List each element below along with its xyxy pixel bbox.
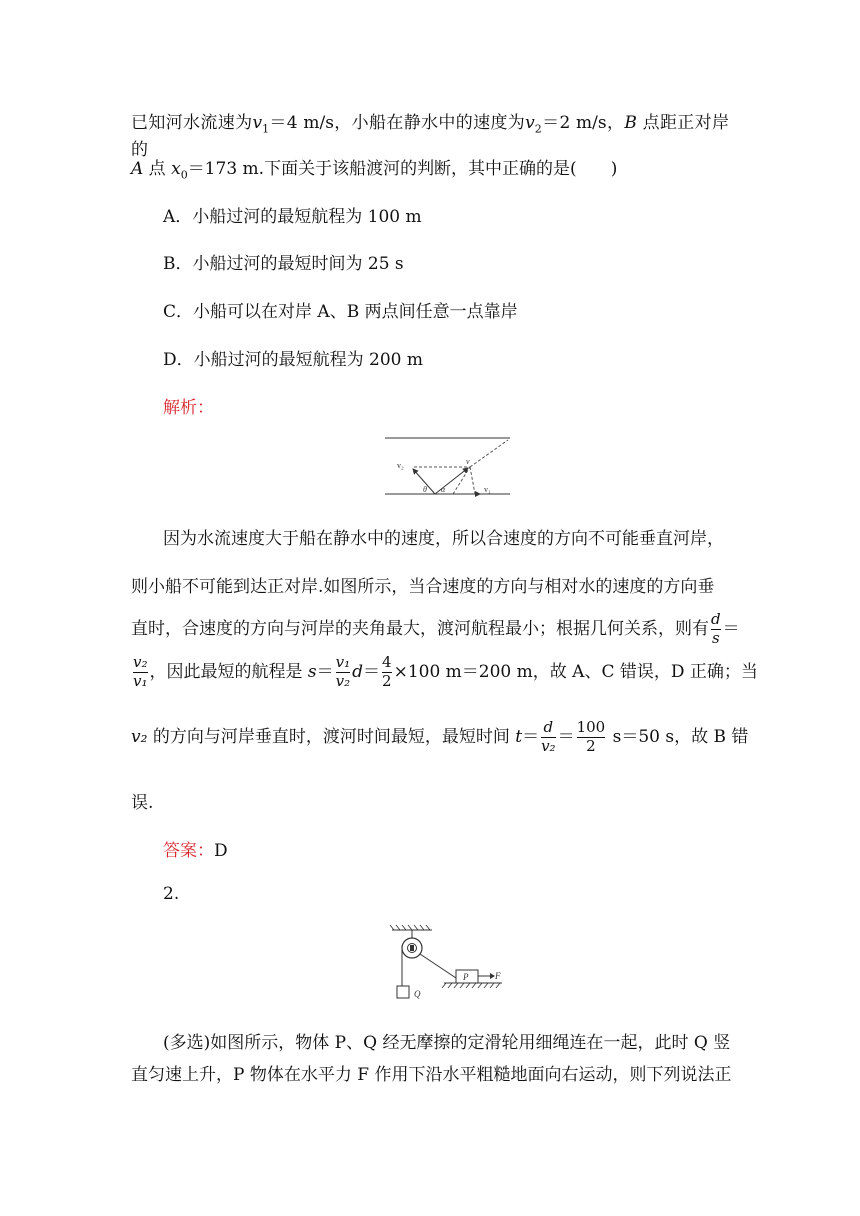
question-2-line-2: 直匀速上升，P 物体在水平力 F 作用下沿水平粗糙地面向右运动，则下列说法正 (131, 1065, 732, 1085)
text-segment: ＝ (522, 726, 540, 747)
v2-symbol: v (525, 113, 535, 133)
subscript: 0 (180, 168, 188, 182)
option-c: C．小船可以在对岸 A、B 两点间任意一点靠岸 (163, 302, 518, 322)
text-segment: ＝ (363, 661, 381, 682)
text-segment: 的方向与河岸垂直时，渡河时间最短，最短时间 (147, 726, 516, 747)
subscript: 2 (534, 122, 542, 136)
fraction-numerator: v₁ (335, 653, 351, 671)
fraction-d-over-s (711, 612, 721, 647)
answer-label: 答案： (163, 841, 214, 861)
solution-line-6: 误. (131, 793, 154, 813)
fraction-4-over-2 (382, 655, 392, 690)
fraction-denominator: 2 (382, 671, 392, 690)
option-b: B．小船过河的最短时间为 25 s (163, 254, 404, 274)
pulley-axle (410, 945, 414, 951)
fraction-numerator: d (543, 718, 554, 736)
d-symbol: d (352, 661, 364, 682)
f-label: F (495, 971, 501, 981)
dashed-diagonal (453, 467, 470, 494)
text-segment: ＝2 m/s， (541, 113, 625, 133)
fraction-v1-over-v2 (336, 655, 351, 690)
x0-symbol: x (171, 159, 181, 179)
text-segment: ＝ (722, 618, 740, 639)
v1-symbol: v (252, 113, 263, 133)
ground-hatch (442, 983, 500, 988)
ceiling-hatch (390, 925, 430, 930)
fraction-numerator: 100 (576, 718, 606, 736)
dashed-vertical (470, 467, 475, 494)
text-segment: ＝ (316, 661, 334, 682)
text-segment: ×100 m＝200 m，故 A、C 错误，D 正确；当 (393, 661, 758, 682)
fraction-100-over-2 (577, 720, 606, 755)
fraction-denominator: v₁ (133, 671, 148, 690)
solution-label: 解析： (163, 398, 214, 418)
text-segment: 点 (143, 159, 172, 179)
alpha-label: α (441, 485, 446, 494)
solution-line-1: 因为水流速度大于船在静水中的速度，所以合速度的方向不可能垂直河岸， (163, 529, 724, 549)
fraction-denominator: s (711, 628, 720, 647)
v1-label: v₁ (484, 485, 491, 494)
question-2-line-1: (多选)如图所示，物体 P、Q 经无摩擦的定滑轮用细绳连在一起，此时 Q 竖 (163, 1033, 731, 1053)
q-label: Q (414, 989, 421, 999)
rope-to-p (420, 954, 456, 978)
text-segment: s＝50 s，故 B 错 (607, 726, 749, 747)
text-segment: ，因此最短的航程是 (149, 661, 308, 682)
p-label: P (463, 972, 469, 982)
solution-line-2: 则小船不可能到达正对岸.如图所示，当合速度的方向与相对水的速度的方向垂 (131, 577, 715, 597)
answer-line (163, 836, 228, 861)
text-segment: 已知河水流速为 (131, 113, 253, 133)
v-label: v (466, 457, 470, 466)
pulley-figure (384, 924, 509, 1004)
point-a: A (131, 159, 144, 179)
fraction-denominator: v₂ (335, 671, 351, 690)
option-a: A．小船过河的最短航程为 100 m (163, 207, 422, 227)
text-segment: ＝173 m.下面关于该船渡河的判断，其中正确的是( ) (187, 159, 618, 179)
text-segment: ＝ (557, 726, 575, 747)
block-q (397, 986, 409, 998)
answer-value: D (214, 841, 228, 861)
text-segment: ＝4 m/s，小船在静水中的速度为 (269, 113, 526, 133)
river-crossing-figure (380, 432, 515, 500)
fraction-denominator: 2 (586, 736, 596, 755)
v2-symbol: v₂ (131, 726, 148, 747)
question-line-1 (131, 108, 729, 160)
solution-line-3 (131, 612, 740, 647)
question-2-number: 2. (163, 884, 180, 904)
fraction-numerator: 4 (382, 653, 392, 671)
subscript: 1 (262, 122, 270, 136)
text-segment: 直时，合速度的方向与河岸的夹角最大，渡河航程最小；根据几何关系，则有 (131, 618, 709, 639)
fraction-numerator: v₂ (133, 653, 148, 671)
solution-line-5 (131, 720, 748, 755)
fraction-d-over-v2 (541, 720, 556, 755)
fraction-numerator: d (711, 610, 721, 628)
v-vector (435, 468, 468, 494)
theta-label: θ (423, 485, 427, 494)
question-line-2 (131, 154, 617, 181)
v2-label: v₂ (397, 461, 404, 470)
point-b: B (624, 113, 637, 133)
text-segment: 点距正对岸的 (131, 113, 730, 161)
fraction-v2-over-v1 (133, 655, 148, 690)
dashed-extension (470, 440, 508, 467)
option-d: D．小船过河的最短航程为 200 m (163, 350, 424, 370)
t-symbol: t (515, 726, 523, 747)
s-symbol: s (307, 661, 317, 682)
solution-line-4 (131, 655, 758, 690)
fraction-denominator: v₂ (541, 736, 556, 755)
